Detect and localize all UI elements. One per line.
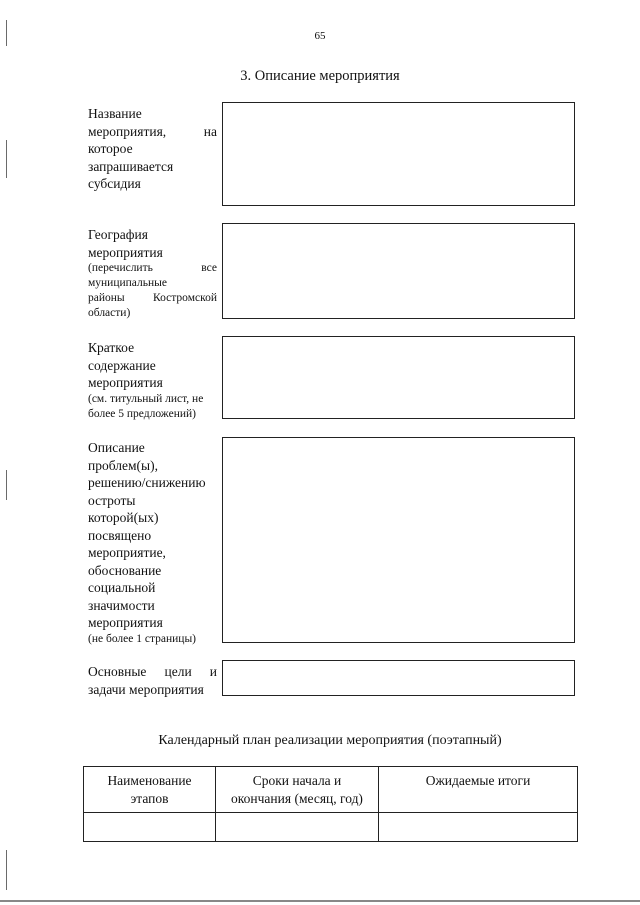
scan-edge-mark	[6, 850, 7, 890]
field-label-line: задачи мероприятия	[88, 681, 204, 697]
field-label-line: обоснование	[88, 562, 162, 578]
field-label-line: остроты	[88, 492, 136, 508]
table-header-row	[84, 767, 578, 813]
field-label-line: мероприятия	[88, 244, 163, 260]
field-label-line: которой(ых)	[88, 510, 159, 525]
column-header-line: Сроки начала и	[252, 773, 342, 788]
field-label-line: содержание	[88, 357, 156, 373]
table-cell-stage[interactable]	[84, 813, 216, 842]
geography-field[interactable]	[222, 223, 575, 319]
goals-field[interactable]	[222, 660, 575, 696]
scan-edge-mark	[6, 140, 7, 178]
field-label-summary	[88, 339, 217, 422]
field-label-note: (не более 1 страницы)	[88, 632, 197, 645]
field-label-line: посвящено	[88, 527, 152, 543]
field-label-line: Описание	[88, 440, 145, 455]
table-cell-dates[interactable]	[216, 813, 379, 842]
column-header-dates	[216, 767, 379, 813]
field-label-note: (см. титульный лист, не	[88, 392, 204, 405]
field-label-line: социальной	[88, 580, 156, 595]
column-header-line: окончания (месяц, год)	[231, 791, 363, 806]
column-header-stages	[84, 767, 216, 813]
field-label-note: области)	[88, 307, 131, 319]
field-label-problem-description	[88, 439, 217, 647]
column-header-line: Наименование	[107, 773, 192, 788]
calendar-plan-table	[83, 766, 578, 842]
column-header-line: Ожидаемые итоги	[425, 773, 531, 788]
scan-edge-mark	[6, 470, 7, 500]
field-label-line: География	[88, 227, 148, 242]
field-label-goals	[88, 663, 217, 698]
table-row	[84, 813, 578, 842]
field-label-line: проблем(ы),	[88, 457, 158, 473]
field-label-note: районы Костромской	[88, 292, 217, 304]
section-title: 3. Описание мероприятия	[240, 68, 400, 84]
field-label-line: которое	[88, 141, 133, 156]
field-label-note: более 5 предложений)	[88, 407, 196, 420]
field-label-line: мероприятия	[88, 615, 163, 630]
column-header-line: этапов	[130, 791, 169, 806]
field-label-note: (перечислить все	[88, 262, 217, 274]
field-label-geography	[88, 226, 217, 321]
scan-bottom-edge	[0, 900, 640, 902]
event-name-field[interactable]	[222, 102, 575, 206]
field-label-line: Основные цели и	[88, 664, 217, 679]
field-label-line: Название	[88, 106, 142, 121]
page-number: 65	[314, 30, 326, 42]
field-label-line: значимости	[88, 597, 155, 613]
summary-field[interactable]	[222, 336, 575, 419]
field-label-line: мероприятия	[88, 375, 163, 390]
calendar-plan-title: Календарный план реализации мероприятия (поэтапный)	[158, 733, 502, 748]
field-label-event-name	[88, 105, 217, 193]
problem-description-field[interactable]	[222, 437, 575, 643]
table-cell-results[interactable]	[379, 813, 578, 842]
field-label-line: Краткое	[88, 340, 135, 355]
field-label-line: запрашивается	[88, 158, 174, 174]
field-label-line: решению/снижению	[88, 475, 206, 490]
column-header-results	[379, 767, 578, 813]
field-label-note: муниципальные	[88, 277, 167, 289]
field-label-line: субсидия	[88, 176, 141, 191]
field-label-line: мероприятие,	[88, 545, 166, 560]
field-label-line: мероприятия, на	[88, 123, 217, 139]
